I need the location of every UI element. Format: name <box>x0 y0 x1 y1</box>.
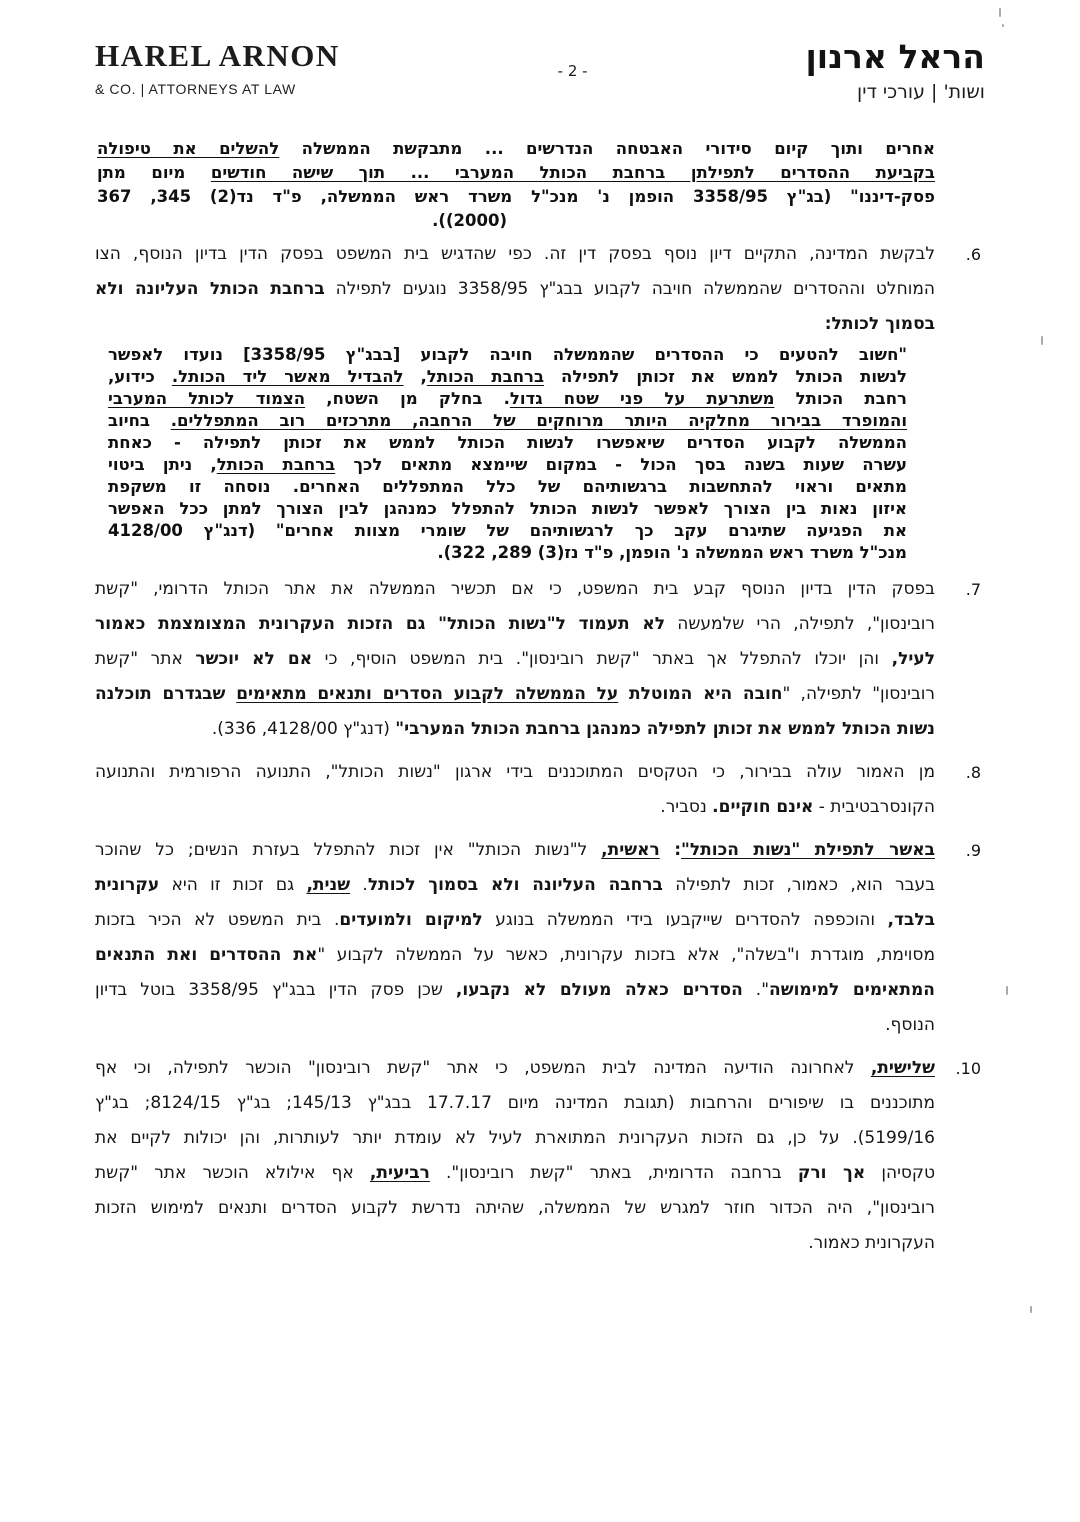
text-line <box>108 520 907 542</box>
text-line <box>95 677 935 712</box>
text-run: שכן פסק הדין בבג"ץ 3358/95 בוטל בדיון <box>95 979 456 1000</box>
text-run: לבקשת המדינה, התקיים דיון נוסף בפסק דין זה. כפי שהדגיש בית המשפט בפסק הדין בדיון הנוסף, הצו <box>95 243 935 264</box>
text-line <box>95 868 935 903</box>
text-line <box>97 209 935 233</box>
paragraph-number: .10 <box>955 1058 981 1078</box>
text-run: ברחבה העליונה ולא בסמוך לכותל <box>367 874 663 895</box>
text-line <box>95 1156 935 1191</box>
scan-artifact <box>1041 336 1043 345</box>
text-run: העקרונית כאמור. <box>808 1232 935 1253</box>
paragraph-9 <box>95 833 985 1043</box>
text-run: מיום מתן <box>97 162 211 182</box>
text-run: : <box>659 839 682 860</box>
text-run: עשרה שעות בשנה בסך הכול - במקום שיימצא מתאים לכך <box>335 454 907 474</box>
text-run: בחיוב <box>108 410 171 430</box>
text-line <box>108 432 907 454</box>
text-line <box>95 938 935 973</box>
text-line <box>108 388 907 410</box>
text-run: : <box>824 313 832 334</box>
text-run: רובינסון" לתפילה, " <box>782 683 936 704</box>
paragraph-7 <box>95 572 985 747</box>
text-line <box>95 833 935 868</box>
text-line <box>108 542 907 564</box>
text-line <box>95 790 935 825</box>
text-run: שנית, <box>306 874 351 895</box>
text-run: ל"נשות הכותל" אין זכות להתפלל בעזרת הנשים; כל שהוכר <box>95 839 602 860</box>
text-line <box>95 903 935 938</box>
text-run: לאחרונה הודיעה המדינה לבית המשפט, כי אתר "קשת רובינסון" הוכשר לתפילה, וכי אף <box>95 1057 871 1078</box>
text-run: הקונסרבטיבית - <box>813 796 935 817</box>
text-run: רובינסון", לתפילה, הרי שלמעשה <box>665 613 936 634</box>
text-run: הממשלה לקבוע הסדרים שיאפשרו לנשות הכותל לממש את זכותן לתפילה - כאחת <box>108 432 907 452</box>
text-run: מסוימת, מוגדרת ו"בשלה", אלא בזכות עקרונית, כאשר על הממשלה לקבוע " <box>317 944 935 965</box>
page-number: - 2 - <box>557 62 588 80</box>
text-run: נסביר. <box>660 796 713 817</box>
text-run: גם זכות זו היא <box>159 874 307 895</box>
paragraph-text <box>95 1051 935 1261</box>
text-line <box>108 476 907 498</box>
text-line <box>95 1086 935 1121</box>
text-line <box>95 572 935 607</box>
letterhead <box>0 0 1080 103</box>
text-run: ברחבת הכותל <box>426 366 545 386</box>
text-run: מתאים וראוי להתחשבות ברגשותיהם של כלל המתפללים האחרים. נוסחה זו משקפת <box>108 476 907 496</box>
text-line <box>95 1051 935 1086</box>
text-run: (דנג"ץ 4128/00, 336). <box>211 718 396 739</box>
text-run: , פ"ד נד(2) 345, 367 <box>97 186 327 206</box>
text-run: על הממשלה לקבוע הסדרים ותנאים מתאימים <box>236 683 619 704</box>
text-run: שלישית, <box>870 1057 935 1078</box>
text-line <box>95 1191 935 1226</box>
text-run: להשלים את טיפולה <box>97 138 280 158</box>
paragraph-8 <box>95 755 985 825</box>
firm-subtitle-latin: & CO. | ATTORNEYS AT LAW <box>95 80 296 97</box>
text-run: ראשית, <box>601 839 660 860</box>
text-line <box>95 1226 935 1261</box>
text-line <box>95 1121 935 1156</box>
text-run: פסק-דיננו" (בג"ץ 3358/95 <box>674 186 936 206</box>
text-run: , ניתן ביטוי <box>108 454 217 474</box>
text-run: אחרים ותוך קיום סידורי האבטחה הנדרשים ... מתבקשת הממשלה <box>279 138 935 158</box>
text-run: למיקום ולמועדים <box>339 909 483 930</box>
text-run: עקרונית <box>95 874 160 895</box>
text-run: איזון נאות בין הצורך לאפשר לנשות הכותל להתפלל כמנהגן לבין הצורך למתן ככל האפשר <box>108 498 907 518</box>
text-run: בסמוך לכותל <box>831 313 935 334</box>
text-run: באשר לתפילת "נשות הכותל" <box>681 839 935 860</box>
text-line <box>97 185 935 209</box>
text-run: מנכ"ל משרד ראש הממשלה נ' הופמן, פ"ד נז(3) 289, 322). <box>437 542 907 562</box>
text-run: . בית המשפט לא הכיר בזכות <box>95 909 340 930</box>
text-run: לנשות הכותל לממש את זכותן לתפילה <box>544 366 908 386</box>
paragraph-text <box>95 572 935 747</box>
scan-artifact <box>999 8 1001 17</box>
scan-artifact <box>1002 24 1004 27</box>
text-run: והן יוכלו להתפלל אך באתר "קשת רובינסון". בית המשפט הוסיף, כי <box>312 648 892 669</box>
text-run: משתרעת על פני שטח גדול <box>509 388 775 408</box>
firm-name-latin: HAREL ARNON <box>95 38 340 73</box>
text-run: אתר "קשת <box>95 648 196 669</box>
text-run: לעיל, <box>891 648 935 669</box>
text-run: בלבד, <box>887 909 936 930</box>
text-run: (2000)). <box>432 210 507 230</box>
text-run: חובה היא המוטלת <box>618 683 783 704</box>
text-line <box>108 344 907 366</box>
paragraph-number: .7 <box>965 579 981 599</box>
text-run: אינם חוקיים. <box>712 796 814 817</box>
letterhead-right <box>805 37 985 103</box>
paragraph-6 <box>95 237 985 342</box>
text-line <box>95 607 935 642</box>
paragraph-number: .9 <box>965 840 981 860</box>
text-line <box>108 498 907 520</box>
text-run: בפסק הדין בדיון הנוסף קבע בית המשפט, כי אם תכשיר הממשלה את אתר הכותל הדרומי, "קשת <box>95 578 935 599</box>
text-run: אך ורק <box>797 1162 866 1183</box>
text-line <box>95 307 935 342</box>
text-run: אם לא יוכשר <box>195 648 313 669</box>
text-line <box>95 712 935 747</box>
paragraph-number: .8 <box>965 762 981 782</box>
text-run: "חשוב להטעים כי ההסדרים שהממשלה חויבה לקבוע [בבג"ץ 3358/95] נועדו לאפשר <box>108 344 907 364</box>
text-line <box>97 137 935 161</box>
text-run: . בחלק מן השטח, <box>305 388 510 408</box>
paragraph-text <box>95 755 935 825</box>
text-run: רחבת הכותל <box>774 388 907 408</box>
firm-name-hebrew: הראל ארנון <box>805 37 985 76</box>
text-run: 5199/16). על כן, גם הזכות העקרונית המתוארת לעיל לא עומדת יותר לעותרות, והן יכולות לקיים את <box>95 1127 935 1148</box>
text-run: המוחלט וההסדרים שהממשלה חויבה לקבוע בבג"ץ 3358/95 נוגעים לתפילה <box>324 278 935 299</box>
document-body <box>95 137 985 1261</box>
text-run: הסדרים כאלה מעולם לא נקבעו, <box>455 979 743 1000</box>
text-run: כידוע, <box>108 366 172 386</box>
firm-subtitle-hebrew: ושות' | עורכי דין <box>857 80 985 103</box>
text-run: ברחבה הדרומית, באתר "קשת רובינסון". <box>429 1162 798 1183</box>
text-run: והמופרד בבירור מחלקיה היותר מרוחקים של הרחבה, מתרכזים רוב המתפללים. <box>170 410 908 430</box>
text-run: הצמוד לכותל המערבי <box>108 388 306 408</box>
scan-artifact <box>1006 986 1008 995</box>
text-line <box>95 973 935 1008</box>
scan-artifact <box>1030 1306 1032 1313</box>
text-run: רביעית, <box>369 1162 430 1183</box>
quoted-excerpt-continuation <box>97 137 935 233</box>
text-line <box>95 237 935 272</box>
court-quote-block <box>108 344 907 564</box>
text-run: מן האמור עולה בבירור, כי הטקסים המתוכננים בידי ארגון "נשות הכותל", התנועה הרפורמית והתנועה <box>95 761 935 782</box>
text-line <box>108 454 907 476</box>
text-line <box>95 272 935 307</box>
text-run: והוכפפה להסדרים שייקבעו בידי הממשלה בנוגע <box>482 909 888 930</box>
text-line <box>95 755 935 790</box>
text-run: שבגדרם תוכלנה <box>95 683 237 704</box>
paragraph-text <box>95 833 935 1043</box>
text-run: הופמן נ' מנכ"ל משרד ראש הממשלה <box>326 186 675 206</box>
text-run: רובינסון", היה הכדור חוזר למגרש של הממשלה, שהיתה נדרשת לקבוע הסדרים ותנאים למימוש הזכות <box>95 1197 935 1218</box>
text-line <box>108 366 907 388</box>
letterhead-left <box>95 40 340 97</box>
text-run: ברחבת הכותל <box>216 454 336 474</box>
text-run: ברחבת הכותל העליונה ולא <box>95 278 325 299</box>
text-run: מתוכננים בו שיפורים והרחבות (תגובת המדינה מיום 17.7.17 בבג"ץ 145/13; בג"ץ 8124/15; בג"ץ <box>95 1092 935 1113</box>
text-line <box>95 1008 935 1043</box>
text-run: ". <box>742 979 770 1000</box>
paragraph-10 <box>95 1051 985 1261</box>
text-run: בקביעת ההסדרים לתפילתן ברחבת הכותל המערבי ... תוך שישה חודשים <box>210 162 935 182</box>
text-line <box>95 642 935 677</box>
paragraph-number: .6 <box>965 244 981 264</box>
text-run: לא תעמוד ל"נשות הכותל" גם הזכות העקרונית המצומצמת כאמור <box>95 613 666 634</box>
text-run: טקסיהן <box>865 1162 936 1183</box>
text-run: , <box>403 366 427 386</box>
text-run: המתאימים למימושה <box>769 979 935 1000</box>
paragraph-text <box>95 237 935 342</box>
text-line <box>97 161 935 185</box>
text-run: את ההסדרים ואת התנאים <box>95 944 318 965</box>
text-run: הנוסף. <box>885 1014 935 1035</box>
text-run: את הפגיעה שתיגרם עקב כך לרגשותיהם של שומרי מצוות אחרים" (דנג"ץ 4128/00 <box>108 520 907 540</box>
text-run: בעבר הוא, כאמור, זכות לתפילה <box>662 874 936 895</box>
text-run: . <box>350 874 368 895</box>
text-run: אף אילולא הוכשר אתר "קשת <box>95 1162 370 1183</box>
text-run: נשות הכותל לממש את זכותן לתפילה כמנהגן ברחבת הכותל המערבי" <box>395 718 935 739</box>
text-line <box>108 410 907 432</box>
text-run: להבדיל מאשר ליד הכותל. <box>171 366 404 386</box>
